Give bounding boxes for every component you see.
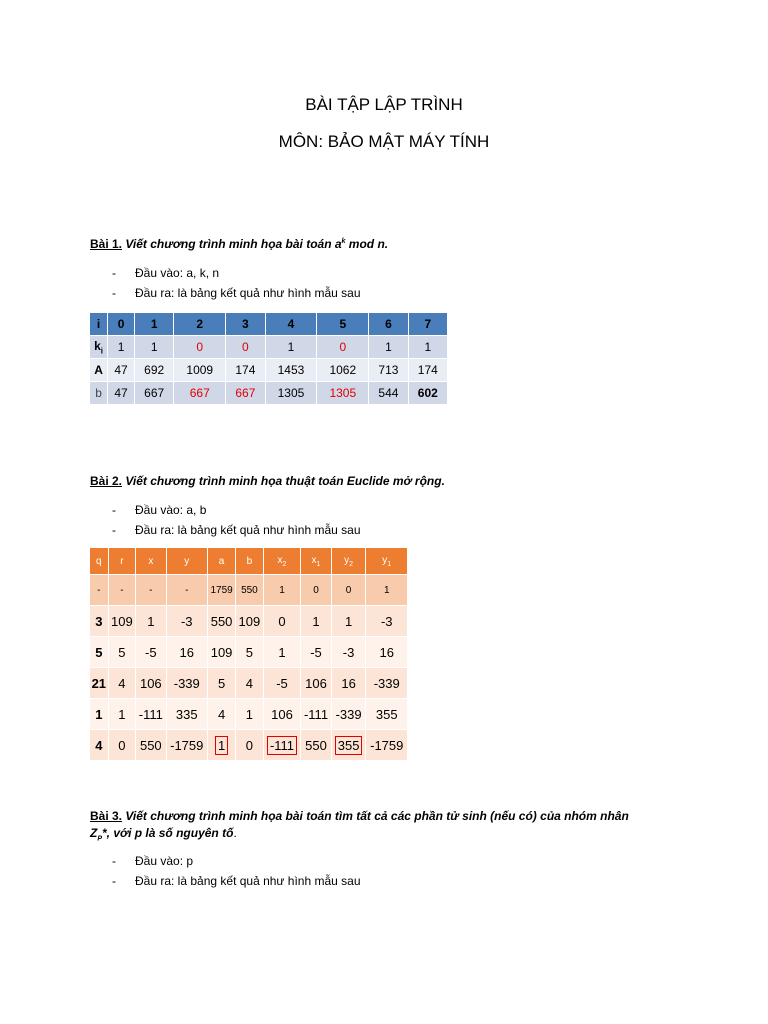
table-cell: 109 (108, 606, 136, 637)
table-cell: -111 (136, 699, 166, 730)
table-cell: b (236, 548, 264, 575)
table-cell: -3 (331, 637, 366, 668)
table-cell: 1 (265, 336, 317, 359)
table-cell: 106 (263, 699, 301, 730)
table-cell: 550 (301, 730, 331, 761)
table-cell: 5 (236, 637, 264, 668)
table-cell: 5 (90, 637, 108, 668)
highlighted-cell: 1 (215, 736, 228, 755)
table-cell (208, 730, 236, 761)
table-cell: 550 (136, 730, 166, 761)
exercise-1-table (90, 313, 448, 405)
table-cell (331, 730, 366, 761)
table-cell: - (108, 575, 136, 606)
row-label-b: b (90, 382, 108, 405)
exercise-2-heading (90, 474, 445, 488)
table-cell: 0 (236, 730, 264, 761)
table-cell: $y_1$ (366, 548, 408, 575)
table-header-row (90, 548, 408, 575)
table-cell: 355 (366, 699, 408, 730)
table-cell: 1453 (265, 359, 317, 382)
table-cell: 1759 (208, 575, 236, 606)
exercise-3-number: Bài 3. (90, 809, 123, 823)
list-item: - Đầu vào: a, k, n (112, 266, 220, 280)
table-cell: -5 (136, 637, 166, 668)
row-label-k: $k_i$ (90, 336, 108, 359)
exercise-1-bullets (112, 266, 361, 306)
table-cell (263, 730, 301, 761)
row-label-a: A (90, 359, 108, 382)
table-cell: 3 (90, 606, 108, 637)
table-cell: 550 (208, 606, 236, 637)
table-cell: 1062 (317, 359, 369, 382)
highlighted-cell: 355 (335, 736, 363, 755)
table-cell: 667 (226, 382, 265, 405)
table-row (90, 382, 448, 405)
table-row (90, 637, 408, 668)
title-line-2: MÔN: BẢO MẬT MÁY TÍNH (278, 132, 490, 151)
table-cell: 1 (136, 606, 166, 637)
table-cell: - (136, 575, 166, 606)
table-cell: $x_1$ (301, 548, 331, 575)
table-cell: 7 (408, 313, 447, 336)
table-cell: -5 (263, 668, 301, 699)
exercise-2-description: Viết chương trình minh họa thuật toán Euclide mở rộng. (125, 474, 445, 488)
table-cell: $y_2$ (331, 548, 366, 575)
table-cell: 1305 (317, 382, 369, 405)
table-cell: 667 (174, 382, 226, 405)
table-cell: -5 (301, 637, 331, 668)
table-cell: -339 (331, 699, 366, 730)
table-cell: -3 (166, 606, 207, 637)
table-cell: 4 (108, 668, 136, 699)
table-cell: 1 (236, 699, 264, 730)
table-cell: 1305 (265, 382, 317, 405)
table-cell: 106 (136, 668, 166, 699)
table-cell: 4 (265, 313, 317, 336)
table-row (90, 575, 408, 606)
highlighted-cell: -111 (267, 736, 297, 755)
table-row (90, 336, 448, 359)
table-cell: 1 (134, 336, 173, 359)
table-cell: 1 (134, 313, 173, 336)
table-cell: -339 (366, 668, 408, 699)
table-cell: -1759 (366, 730, 408, 761)
table-cell: 1 (366, 575, 408, 606)
exercise-3-bullets (112, 854, 361, 894)
table-cell: 0 (108, 730, 136, 761)
table-cell: 692 (134, 359, 173, 382)
table-cell: 1 (369, 336, 408, 359)
table-cell: 4 (208, 699, 236, 730)
exercise-1-heading (90, 237, 388, 251)
table-cell: 667 (134, 382, 173, 405)
exercise-2-number: Bài 2. (90, 474, 123, 488)
table-cell: 1 (331, 606, 366, 637)
table-cell: 3 (226, 313, 265, 336)
table-row (90, 359, 448, 382)
table-row (90, 606, 408, 637)
table-cell: 174 (226, 359, 265, 382)
table-cell: 16 (166, 637, 207, 668)
table-cell: 106 (301, 668, 331, 699)
table-cell: -111 (301, 699, 331, 730)
table-cell: 5 (317, 313, 369, 336)
table-cell: -339 (166, 668, 207, 699)
list-item: - Đầu vào: a, b (112, 503, 207, 517)
exercise-1-number: Bài 1. (90, 237, 123, 251)
exercise-1-description: Viết chương trình minh họa bài toán $a^k$ mod n. (125, 237, 389, 251)
table-cell: 0 (331, 575, 366, 606)
table-cell: 335 (166, 699, 207, 730)
table-cell: 2 (174, 313, 226, 336)
table-row (90, 668, 408, 699)
title-line-1: BÀI TẬP LẬP TRÌNH (305, 95, 463, 114)
table-cell: 47 (108, 359, 135, 382)
table-cell: -3 (366, 606, 408, 637)
table-cell: 1 (301, 606, 331, 637)
table-cell: i (90, 313, 108, 336)
exercise-3-description: Viết chương trình minh họa bài toán tìm tất cả các phần tử sinh (nếu có) của nhóm nhân $Z_P*$, với p là số nguyên tố (90, 809, 629, 843)
table-row (90, 699, 408, 730)
table-cell: $x_2$ (263, 548, 301, 575)
table-cell: 1 (90, 699, 108, 730)
table-cell: 16 (331, 668, 366, 699)
table-cell: 1 (263, 637, 301, 668)
table-cell: 550 (236, 575, 264, 606)
table-cell: x (136, 548, 166, 575)
table-cell: 0 (226, 336, 265, 359)
table-cell: 47 (108, 382, 135, 405)
table-cell: 0 (174, 336, 226, 359)
list-item: - Đầu ra: là bảng kết quả như hình mẫu sau (112, 523, 361, 537)
exercise-2-table (90, 548, 408, 761)
table-cell: 5 (208, 668, 236, 699)
table-cell: 4 (90, 730, 108, 761)
table-cell: 21 (90, 668, 108, 699)
table-cell: 713 (369, 359, 408, 382)
table-cell: 109 (208, 637, 236, 668)
table-cell: - (166, 575, 207, 606)
table-cell: q (90, 548, 108, 575)
list-item: - Đầu ra: là bảng kết quả như hình mẫu sau (112, 874, 361, 888)
table-cell: 5 (108, 637, 136, 668)
list-item: - Đầu ra: là bảng kết quả như hình mẫu sau (112, 286, 361, 300)
table-cell: 1 (108, 336, 135, 359)
table-cell: 0 (317, 336, 369, 359)
table-cell: 0 (301, 575, 331, 606)
table-cell: y (166, 548, 207, 575)
table-row (90, 730, 408, 761)
table-cell: 4 (236, 668, 264, 699)
table-cell: r (108, 548, 136, 575)
table-cell: - (90, 575, 108, 606)
table-cell: 544 (369, 382, 408, 405)
table-cell: 1 (108, 699, 136, 730)
exercise-2-bullets (112, 503, 361, 543)
table-cell: -1759 (166, 730, 207, 761)
exercise-3-heading: Bài 3. Viết chương trình minh họa bài toán tìm tất cả các phần tử sinh (nếu có) của nhóm nhân $Z_P*$, với p là số nguyên tố. (90, 809, 629, 843)
table-cell: 1009 (174, 359, 226, 382)
list-item: - Đầu vào: p (112, 854, 194, 868)
table-header-row (90, 313, 448, 336)
table-cell: 602 (408, 382, 447, 405)
table-cell: 1 (408, 336, 447, 359)
table-cell: 6 (369, 313, 408, 336)
table-cell: 0 (263, 606, 301, 637)
table-cell: 174 (408, 359, 447, 382)
table-cell: 16 (366, 637, 408, 668)
table-cell: 1 (263, 575, 301, 606)
table-cell: 109 (236, 606, 264, 637)
table-cell: a (208, 548, 236, 575)
table-cell: 0 (108, 313, 135, 336)
